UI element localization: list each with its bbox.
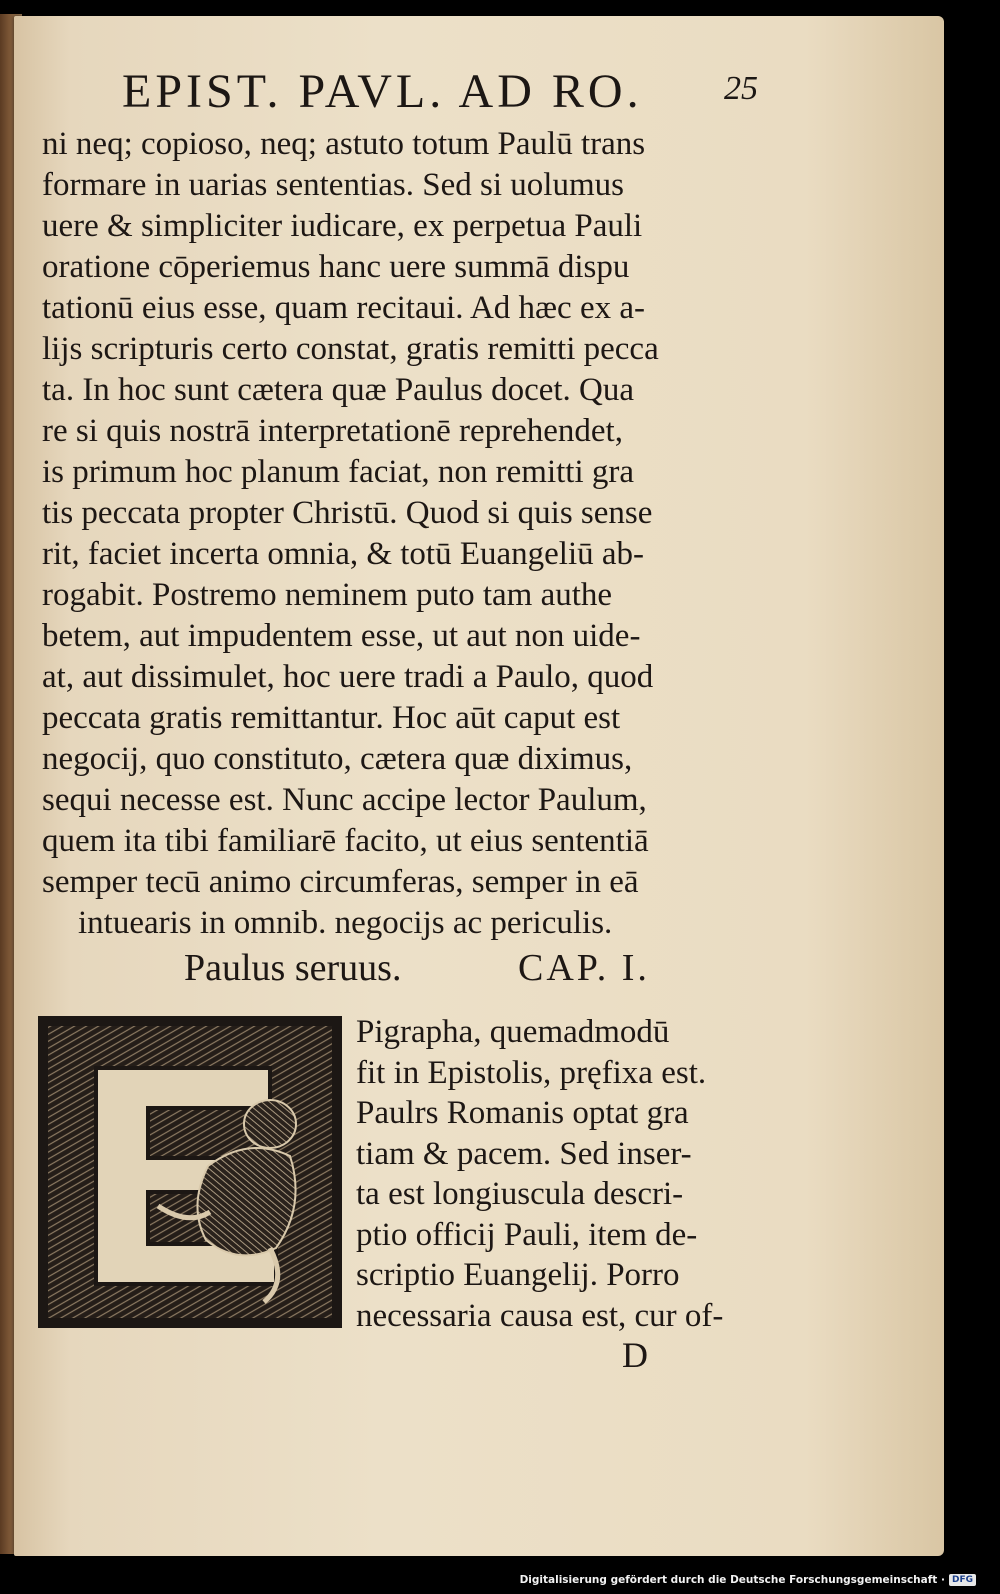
text-line: at, aut dissimulet, hoc uere tradi a Paulo, quod	[42, 659, 654, 695]
text-line: intuearis in omnib. negocijs ac periculis.	[78, 905, 613, 941]
text-line: uere & simpliciter iudicare, ex perpetua Pauli	[42, 208, 643, 244]
text-line: re si quis nostrā interpretationē reprehendet,	[42, 413, 623, 449]
running-head: EPIST. PAVL. AD RO.	[122, 65, 643, 118]
dfg-logo-icon: DFG	[949, 1574, 976, 1586]
text-line: quem ita tibi familiarē facito, ut eius sententiā	[42, 823, 649, 859]
text-line: rogabit. Postremo neminem puto tam authe	[42, 577, 613, 613]
text-line: fit in Epistolis, pręfixa est.	[356, 1054, 707, 1091]
text-line: ni neq; copioso, neq; astuto totum Paulū trans	[42, 126, 646, 162]
text-line: is primum hoc planum faciat, non remitti gra	[42, 454, 635, 490]
text-line: semper tecū animo circumferas, semper in eā	[42, 864, 639, 900]
text-line: oratione cōperiemus hanc uere summā dispu	[42, 249, 630, 285]
text-line: ta. In hoc sunt cætera quæ Paulus docet. Qua	[42, 372, 635, 408]
decorated-initial-e	[38, 1016, 342, 1328]
text-line: necessaria causa est, cur of-	[356, 1297, 724, 1334]
text-line: lijs scripturis certo constat, gratis remitti pecca	[42, 331, 659, 367]
text-line: Paulrs Romanis optat gra	[356, 1095, 689, 1131]
text-line: ta est longiuscula descri-	[356, 1176, 684, 1212]
footer-credit: Digitalisierung gefördert durch die Deutsche Forschungsgemeinschaft ·	[519, 1574, 945, 1586]
woodcut-initial-image	[38, 1016, 342, 1328]
text-line: formare in uarias sententias. Sed si uolumus	[42, 167, 624, 203]
text-line: ptio officij Pauli, item de-	[356, 1216, 698, 1253]
chapter-text	[356, 1012, 723, 1336]
body-text	[42, 124, 782, 944]
text-line: sequi necesse est. Nunc accipe lector Paulum,	[42, 782, 647, 818]
text-line: tationū eius esse, quam recitaui. Ad hæc ex a-	[42, 290, 645, 326]
digitization-footer	[520, 1574, 976, 1586]
text-line: peccata gratis remittantur. Hoc aūt caput est	[42, 700, 621, 736]
text-line: scriptio Euangelij. Porro	[356, 1257, 680, 1293]
chapter-incipit: Paulus seruus.	[184, 947, 402, 989]
text-line: tis peccata propter Christū. Quod si quis sense	[42, 495, 653, 531]
text-line: Pigrapha, quemadmodū	[356, 1014, 670, 1050]
page-number: 25	[724, 70, 758, 107]
text-line: rit, faciet incerta omnia, & totū Euangeliū ab-	[42, 536, 645, 572]
text-line: negocij, quo constituto, cætera quæ diximus,	[42, 741, 633, 777]
chapter-heading	[184, 946, 744, 990]
text-line: betem, aut impudentem esse, ut aut non uide-	[42, 618, 641, 654]
text-line: tiam & pacem. Sed inser-	[356, 1135, 692, 1172]
signature-mark: D	[622, 1335, 648, 1375]
chapter-label: CAP. I.	[518, 947, 650, 989]
